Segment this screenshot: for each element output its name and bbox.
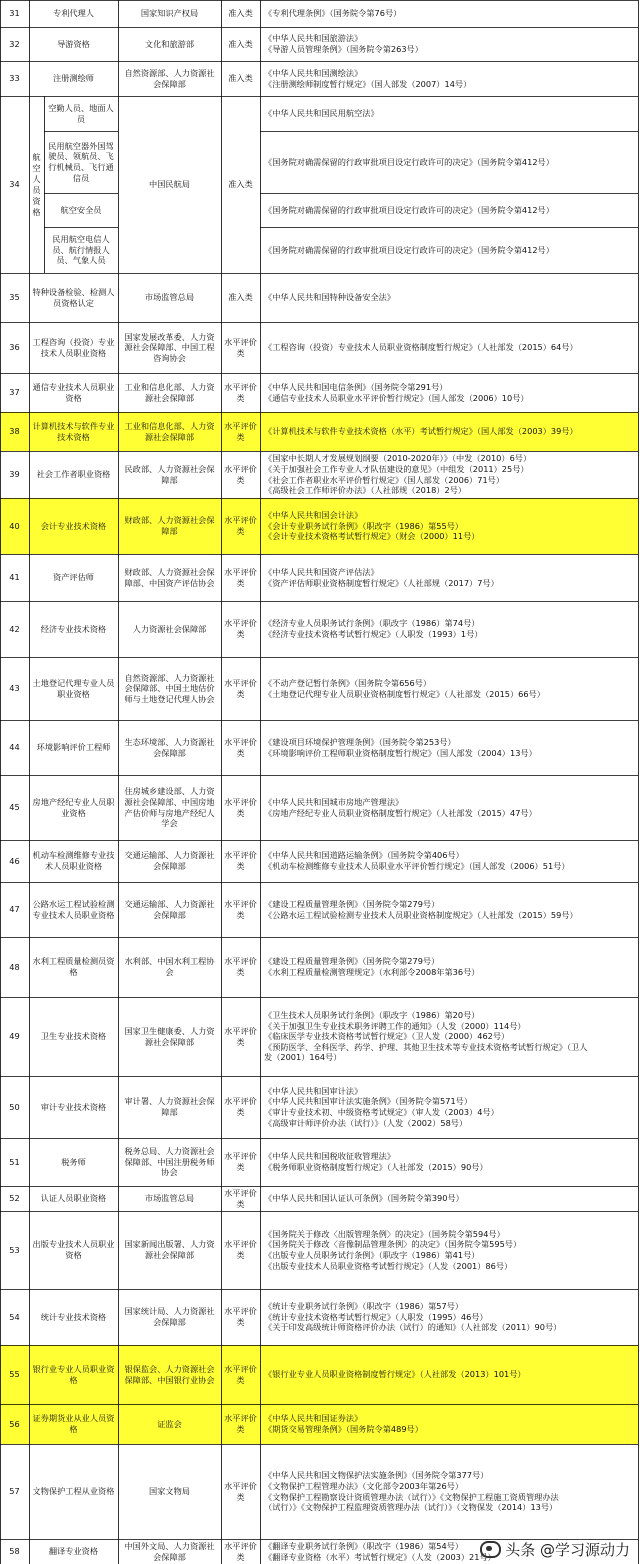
legal-basis-line: 《期货交易管理条例》（国务院令第489号）	[264, 1424, 423, 1434]
agency: 中国外文局、人力资源社会保障部	[124, 1540, 215, 1562]
legal-basis-line: 《会计专业职务试行条例》（职改字（1986）第55号）	[264, 520, 464, 531]
legal-basis-line: 《公路水运工程试验检测专业技术人员职业资格制度规定》（人社部发（2015）59号）	[264, 909, 578, 920]
legal-basis-line: 《房地产经纪专业人员职业资格制度暂行规定》（人社部发（2015）47号）	[264, 807, 537, 818]
legal-basis	[260, 1211, 638, 1289]
row-number: 49	[9, 1031, 20, 1042]
legal-basis-line: 《国务院对确需保留的行政审批项目设定行政许可的决定》（国务院令第412号）	[264, 156, 554, 167]
row-number: 55	[0, 1345, 29, 1404]
agency: 税务总局、人力资源社会保障部、中国注册税务师协会	[124, 1146, 215, 1178]
row-number: 48	[9, 961, 20, 972]
legal-basis	[260, 1404, 638, 1444]
legal-basis-line: 《工程咨询（投资）专业技术人员职业资格制度暂行规定》（人社部发（2015）64号）	[264, 342, 578, 353]
agency: 住房城乡建设部、人力资源社会保障部、中国房地产估价师与房地产经纪人学会	[124, 786, 215, 829]
legal-basis-line: 《土地登记代理专业人员职业资格制度暂行规定》（人社部发（2015）66号）	[264, 688, 545, 699]
category: 水平评价类	[224, 898, 257, 920]
speech-bubble-icon	[480, 1541, 501, 1558]
agency: 财政部、人力资源社会保障部、中国资产评估协会	[124, 566, 215, 588]
legal-basis-line: 《国务院关于修改〈音像制品管理条例〉的决定》（国务院令第595号）	[264, 1239, 522, 1250]
legal-basis	[260, 554, 638, 601]
qualification-name: 经济专业技术资格	[40, 623, 107, 634]
qualification-name: 水利工程质量检测员资格	[32, 956, 115, 977]
legal-basis-line: 《临床医学专业技术资格考试暂行规定》（卫人发（2000）462号）	[264, 1031, 510, 1042]
legal-basis	[260, 1186, 638, 1211]
category: 水平评价类	[224, 463, 257, 485]
legal-basis-line: 《高级社会工作师评价办法》（人社部规（2018）2号）	[264, 485, 467, 496]
agency: 证监会	[118, 1404, 221, 1444]
agency: 工业和信息化部、人力资源社会保障部	[118, 412, 221, 451]
legal-basis	[260, 451, 638, 498]
legal-basis-line: 《翻译专业资格（水平）考试暂行规定》（人发（2003）21号）	[264, 1551, 496, 1562]
aviation-group-label: 航空人员资格	[32, 151, 41, 217]
legal-basis-line: （试行）》《文物保护工程监理资质管理办法（试行）》（文物保发（2014）13号）	[264, 1502, 558, 1513]
agency: 银保监会、人力资源社会保障部、中国银行业协会	[118, 1345, 221, 1404]
row-number: 39	[9, 469, 20, 480]
row-number: 52	[9, 1193, 20, 1204]
legal-basis-line: 《出版专业技术人员职业资格考试暂行规定》（人发（2001）86号）	[264, 1260, 513, 1271]
category: 水平评价类	[224, 566, 257, 588]
agency: 交通运输部、人力资源社会保障部	[124, 898, 215, 920]
row-number: 45	[9, 802, 20, 813]
legal-basis	[260, 1345, 638, 1404]
legal-basis	[260, 96, 638, 131]
qualification-name: 工程咨询（投资）专业技术人员职业资格	[32, 336, 115, 358]
qualification-name: 卫生专业技术资格	[40, 1031, 107, 1042]
qualification-name: 会计专业技术资格	[29, 498, 118, 554]
row-number: 56	[0, 1404, 29, 1444]
category: 水平评价类	[224, 796, 257, 818]
legal-basis-line: 《中华人民共和国证券法》	[264, 1413, 363, 1424]
legal-basis-line: 《中华人民共和国认证认可条例》（国务院令第390号）	[264, 1193, 464, 1204]
legal-basis	[260, 61, 638, 96]
agency: 国家新闻出版署、人力资源社会保障部	[124, 1239, 215, 1260]
legal-basis-line: 《中华人民共和国会计法》	[264, 510, 363, 521]
legal-basis-line: 《关于印发高级统计师资格评价办法（试行）的通知》（人社部发（2011）90号）	[264, 1322, 562, 1333]
legal-basis-line: 《中华人民共和国文物保护法实施条例》（国务院令第377号）	[264, 1470, 489, 1481]
legal-basis	[260, 720, 638, 775]
legal-basis-line: 《中华人民共和国测绘法》	[264, 67, 363, 78]
agency: 国家发展改革委、人力资源社会保障部、中国工程咨询协会	[124, 331, 215, 363]
qualification-name: 统计专业技术资格	[40, 1311, 107, 1322]
agency: 生态环境部、人力资源社会保障部	[124, 736, 215, 758]
row-number: 47	[9, 904, 20, 915]
legal-basis	[260, 601, 638, 657]
agency: 文化和旅游部	[144, 38, 195, 49]
qualification-name: 出版专业技术人员职业资格	[32, 1239, 115, 1260]
category: 水平评价类	[224, 1239, 257, 1260]
legal-basis	[260, 937, 638, 997]
legal-basis-line: 《预防医学、全科医学、药学、护理、其他卫生技术等专业技术资格考试暂行规定》（卫人	[264, 1041, 588, 1052]
legal-basis	[260, 373, 638, 412]
legal-basis-line: 《机动车检测维修专业技术人员职业水平评价暂行规定》（国人部发（2006）51号）	[264, 861, 570, 871]
legal-basis-line: 《卫生技术人员职务试行条例》（职改字（1986）第20号）	[264, 1010, 480, 1021]
legal-basis-line: 《关于加强社会工作专业人才队伍建设的意见》（中组发（2011）25号）	[264, 463, 529, 474]
agency: 国家统计局、人力资源社会保障部	[124, 1306, 215, 1327]
legal-basis	[260, 657, 638, 720]
row-number: 58	[9, 1546, 20, 1557]
legal-basis	[260, 1138, 638, 1186]
legal-basis	[260, 0, 638, 27]
legal-basis-line: 《中华人民共和国旅游法》	[264, 33, 363, 44]
watermark	[480, 1539, 630, 1560]
agency: 审计署、人力资源社会保障部	[124, 1096, 215, 1117]
legal-basis-line: 《中华人民共和国特种设备安全法》	[264, 292, 396, 303]
legal-basis	[260, 1076, 638, 1138]
legal-basis-line: 《环境影响评价工程师职业资格制度暂行规定》（国人部发（2004）13号）	[264, 747, 537, 758]
row-number: 32	[9, 38, 20, 49]
legal-basis-line: 《建设工程质量管理条例》（国务院令第279号）	[264, 956, 440, 967]
agency: 国家文物局	[149, 1486, 190, 1497]
row-number: 34	[9, 179, 20, 190]
legal-basis	[260, 882, 638, 937]
legal-basis	[260, 498, 638, 554]
aviation-subitem-name: 民用航空器外国驾驶员、领航员、飞行机械员、飞行通信员	[48, 140, 114, 183]
category: 水平评价类	[224, 956, 257, 977]
legal-basis-line: 《国务院对确需保留的行政审批项目设定行政许可的决定》（国务院令第412号）	[264, 244, 554, 255]
category: 水平评价类	[224, 1540, 257, 1562]
row-number: 51	[9, 1156, 20, 1167]
legal-basis	[260, 193, 638, 227]
legal-basis-line: 《通信专业技术人员职业水平评价暂行规定》（国人部发（2006）10号）	[264, 392, 529, 403]
legal-basis-line: 《中华人民共和国税收征收管理法》	[264, 1151, 396, 1162]
agency: 国家卫生健康委、人力资源社会保障部	[124, 1025, 215, 1047]
legal-basis	[260, 1444, 638, 1539]
agency: 市场监管总局	[144, 1193, 195, 1204]
category: 水平评价类	[224, 1187, 257, 1209]
row-number: 38	[0, 412, 29, 451]
legal-basis-line: 《翻译专业职务试行条例》（职改字（1986）第54号）	[264, 1540, 464, 1551]
legal-basis-line: 《关于加强卫生专业技术职务评聘工作的通知》（人发（2000）114号）	[264, 1020, 526, 1031]
row-number: 42	[9, 623, 20, 634]
category: 准入类	[228, 8, 253, 19]
qualification-name: 专利代理人	[53, 8, 94, 19]
qualification-name: 公路水运工程试验检测专业技术人员职业资格	[32, 898, 115, 920]
legal-basis-line: 《统计专业职务试行条例》（职改字（1986）第57号）	[264, 1301, 464, 1312]
row-number: 57	[9, 1486, 20, 1497]
agency: 水利部、中国水利工程协会	[124, 956, 215, 977]
row-number: 35	[9, 292, 20, 303]
row-number: 36	[9, 342, 20, 353]
qualification-name: 导游资格	[57, 38, 90, 49]
row-number: 43	[9, 683, 20, 694]
legal-basis-line: 发（2001）164号）	[264, 1052, 342, 1063]
category: 水平评价类	[224, 850, 257, 871]
qualification-name: 资产评估师	[53, 572, 94, 583]
qualification-name: 社会工作者职业资格	[36, 469, 111, 480]
category: 水平评价类	[224, 618, 257, 639]
qualification-name: 通信专业技术人员职业资格	[32, 381, 115, 403]
watermark-text: 头条 @学习源动力	[505, 1541, 630, 1559]
category: 准入类	[228, 292, 253, 303]
row-number: 40	[0, 498, 29, 554]
legal-basis	[260, 412, 638, 451]
legal-basis-line: 《经济专业人员职务试行条例》（职改字（1986）第74号）	[264, 618, 480, 629]
legal-basis-line: 《文物保护工程管理办法》（文化部令2003年第26号）	[264, 1480, 464, 1491]
legal-basis-line: 《税务师职业资格制度暂行规定》（人社部发（2015）90号）	[264, 1162, 488, 1172]
category: 水平评价类	[224, 1096, 257, 1117]
legal-basis-line: 《国务院关于修改〈出版管理条例〉的决定》（国务院令第594号）	[264, 1228, 505, 1239]
category: 水平评价类	[221, 498, 260, 554]
legal-basis-line: 《建设工程质量管理条例》（国务院令第279号）	[264, 898, 440, 909]
qualification-name: 环境影响评价工程师	[36, 742, 111, 753]
legal-basis-line: 《会计专业技术资格考试暂行规定》（财会（2000）11号）	[264, 531, 480, 542]
qualification-name: 税务师	[61, 1156, 86, 1167]
agency: 工业和信息化部、人力资源社会保障部	[124, 381, 215, 403]
legal-basis-line: 《不动产登记暂行条例》（国务院令第656号）	[264, 677, 432, 688]
category: 准入类	[228, 73, 253, 84]
legal-basis	[260, 27, 638, 61]
aviation-subitem-name: 空勤人员、地面人员	[48, 102, 114, 124]
legal-basis	[260, 322, 638, 373]
category: 水平评价类	[221, 1404, 260, 1444]
legal-basis-line: 《银行业专业人员职业资格制度暂行规定》（人社部发（2013）101号）	[264, 1369, 526, 1380]
legal-basis-line: 《社会工作者职业水平评价暂行规定》（国人部发（2006）71号）	[264, 474, 505, 485]
row-number: 54	[9, 1311, 20, 1322]
row-number: 46	[9, 855, 20, 866]
legal-basis-line: 《国务院对确需保留的行政审批项目设定行政许可的决定》（国务院令第412号）	[264, 204, 554, 215]
legal-basis-line: 《中华人民共和国审计法》	[264, 1085, 363, 1096]
category: 水平评价类	[224, 381, 257, 403]
legal-basis-line: 《建设项目环境保护管理条例》（国务院令第253号）	[264, 736, 456, 747]
row-number: 53	[9, 1244, 20, 1255]
legal-basis	[260, 840, 638, 882]
legal-basis-line: 《中华人民共和国道路运输条例》（国务院令第406号）	[264, 850, 464, 861]
qualification-name: 土地登记代理专业人员职业资格	[32, 677, 115, 699]
aviation-subitem-name: 航空安全员	[60, 204, 102, 215]
legal-basis-line: 《统计专业技术资格考试暂行规定》（人职发（1995）46号）	[264, 1311, 488, 1322]
legal-basis-line: 《高级审计师评价办法（试行）》（人发（2002）58号）	[264, 1117, 468, 1128]
qualification-name: 机动车检测维修专业技术人员职业资格	[32, 850, 115, 871]
legal-basis	[260, 227, 638, 273]
legal-basis-line: 《资产评估师职业资格制度暂行规定》（人社部规（2017）7号）	[264, 577, 499, 588]
qualification-name: 银行业专业人员职业资格	[29, 1345, 118, 1404]
agency: 自然资源部、人力资源社会保障部、中国土地估价师与土地登记代理人协会	[124, 672, 215, 704]
legal-basis	[260, 1289, 638, 1345]
category: 水平评价类	[221, 412, 260, 451]
agency: 财政部、人力资源社会保障部	[118, 498, 221, 554]
qualification-name: 翻译专业资格	[48, 1546, 99, 1557]
category: 水平评价类	[224, 1306, 257, 1327]
row-number: 50	[9, 1101, 20, 1112]
legal-basis	[260, 997, 638, 1076]
qualification-name: 认证人员职业资格	[40, 1193, 107, 1204]
row-number: 33	[9, 73, 20, 84]
legal-basis-line: 《导游人员管理条例》（国务院令第263号）	[264, 44, 423, 54]
legal-basis-line: 《水利工程质量检测管理规定》（水利部令2008年第36号）	[264, 967, 480, 977]
legal-basis-line: 《中华人民共和国资产评估法》	[264, 566, 379, 577]
qualification-name: 文物保护工程从业资格	[32, 1486, 115, 1497]
category: 水平评价类	[224, 1480, 257, 1502]
row-number: 31	[9, 8, 20, 19]
legal-basis	[260, 775, 638, 840]
legal-basis-line: 《文物保护工程勘察设计资质管理办法（试行）》《文物保护工程施工资质管理办法	[264, 1491, 559, 1502]
category: 准入类	[228, 38, 253, 49]
qualification-name: 证券期货业从业人员资格	[29, 1404, 118, 1444]
agency: 国家知识产权局	[140, 8, 199, 19]
category: 水平评价类	[224, 1151, 257, 1172]
row-number: 41	[9, 572, 20, 583]
qualification-name: 计算机技术与软件专业技术资格	[29, 412, 118, 451]
row-number: 37	[9, 387, 20, 398]
legal-basis-line: 《审计专业技术初、中级资格考试规定》（审人发（2003）4号）	[264, 1107, 499, 1117]
legal-basis-line: 《国家中长期人才发展规划纲要（2010-2020年）》（中发（2010）6号）	[264, 453, 532, 464]
legal-basis-line: 《中华人民共和国电信条例》（国务院令第291号）	[264, 381, 448, 392]
qualification-name: 房地产经纪专业人员职业资格	[32, 796, 115, 818]
legal-basis	[260, 131, 638, 193]
category: 准入类	[228, 179, 253, 190]
legal-basis-line: 《中华人民共和国民用航空法》	[264, 108, 379, 119]
agency: 自然资源部、人力资源社会保障部	[124, 67, 215, 89]
legal-basis-line: 《经济专业技术资格考试暂行规定》（人职发（1993）1号）	[264, 629, 483, 639]
legal-basis-line: 《注册测绘师制度暂行规定》（国人部发（2007）14号）	[264, 78, 472, 89]
qualification-name: 审计专业技术资格	[40, 1101, 107, 1112]
agency: 交通运输部、人力资源社会保障部	[124, 850, 215, 871]
category: 水平评价类	[224, 1025, 257, 1047]
legal-basis-line: 《出版专业人员职务试行条例》（职改字（1986）第41号）	[264, 1250, 480, 1260]
category: 水平评价类	[224, 677, 257, 699]
agency: 市场监管总局	[144, 292, 195, 303]
category: 水平评价类	[221, 1345, 260, 1404]
category: 水平评价类	[224, 736, 257, 758]
legal-basis-line: 《计算机技术与软件专业技术资格（水平）考试暂行规定》（国人部发（2003）39号）	[264, 426, 578, 437]
agency: 民政部、人力资源社会保障部	[124, 463, 215, 485]
qualification-name: 特种设备检验、检测人员资格认定	[32, 286, 115, 308]
legal-basis	[260, 273, 638, 322]
aviation-subitem-name: 民用航空电信人员、航行情报人员、气象人员	[52, 234, 110, 266]
legal-basis-line: 《中华人民共和国城市房地产管理法》	[264, 796, 404, 807]
qualification-name: 注册测绘师	[53, 73, 94, 84]
row-number: 44	[9, 742, 20, 753]
legal-basis-line: 《中华人民共和国审计法实施条例》（国务院令第571号）	[264, 1096, 473, 1107]
agency: 人力资源社会保障部	[132, 623, 207, 634]
agency: 中国民航局	[149, 179, 190, 190]
category: 水平评价类	[224, 336, 257, 358]
legal-basis-line: 《专利代理条例》（国务院令第76号）	[264, 8, 402, 19]
